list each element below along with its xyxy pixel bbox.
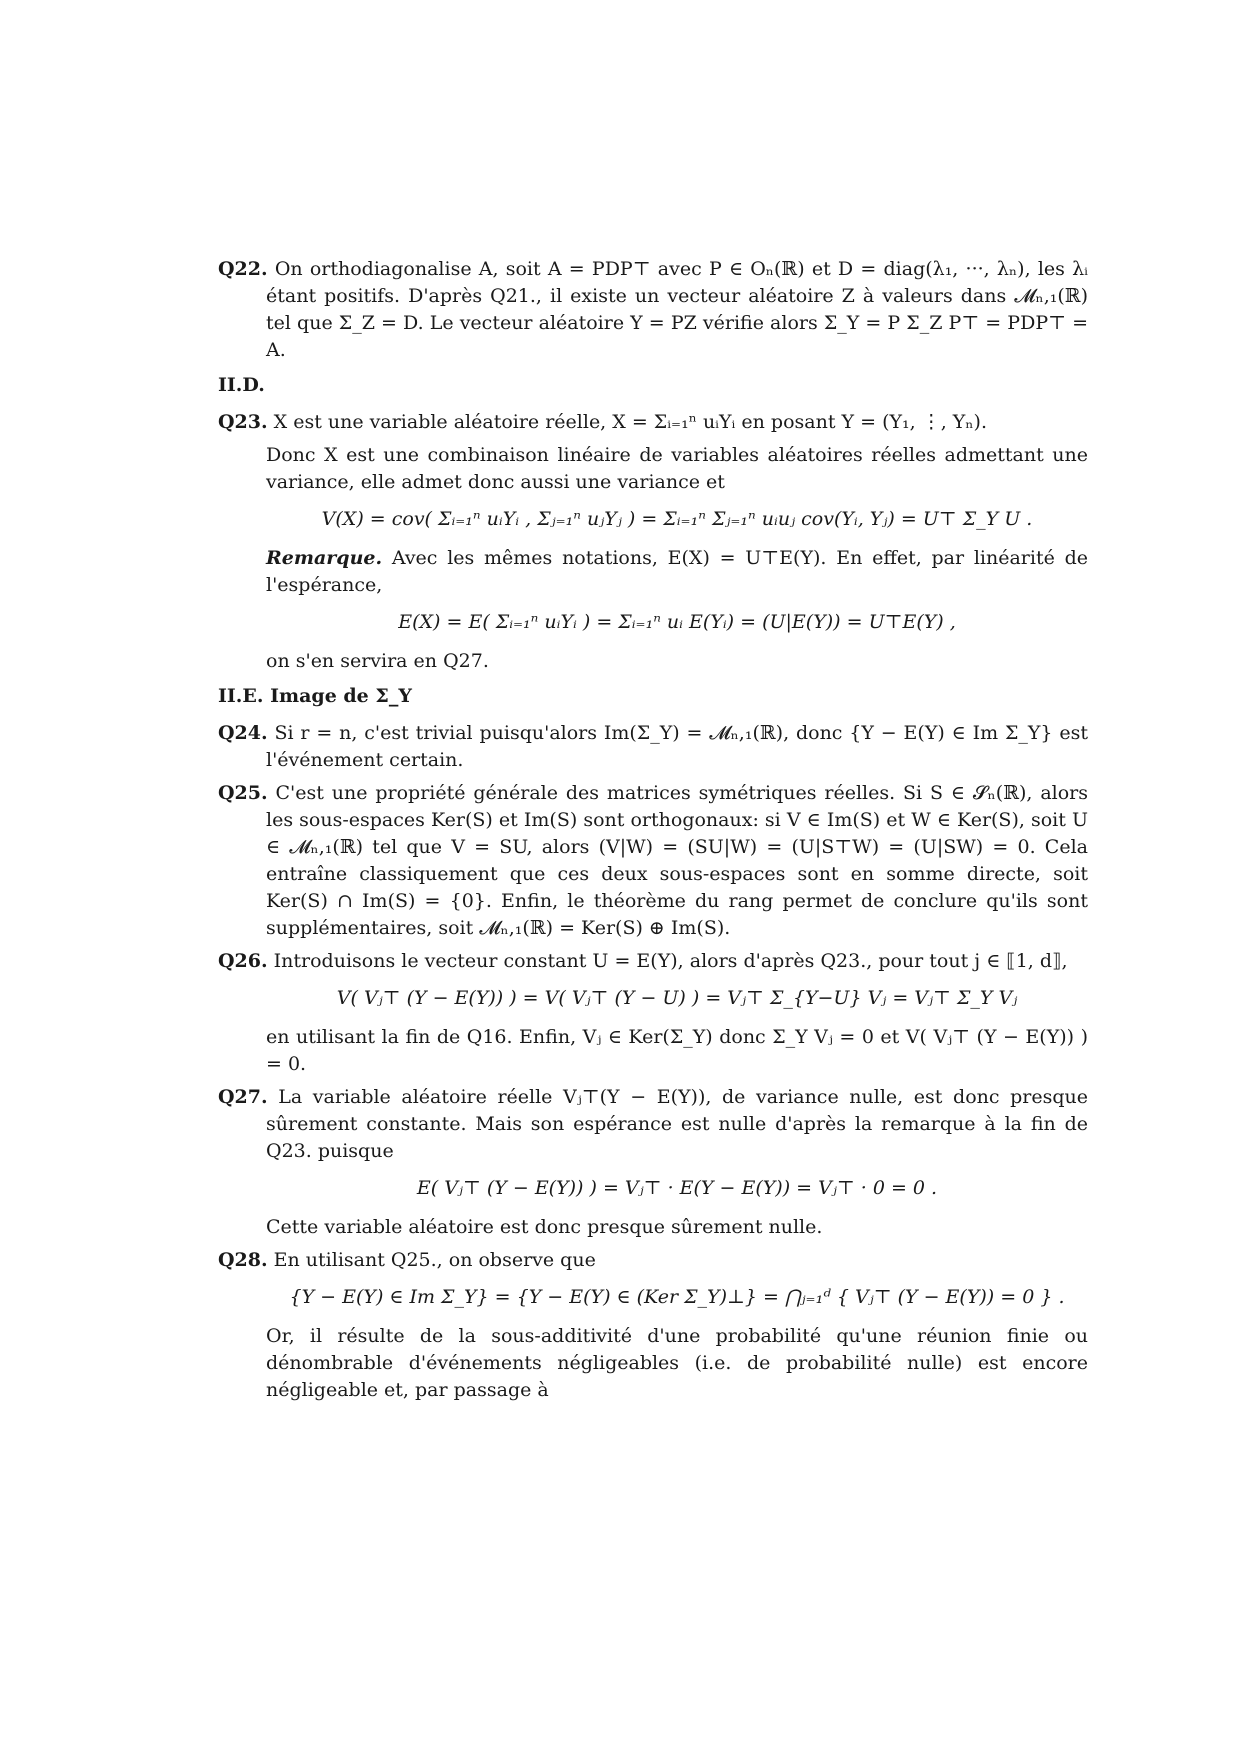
q26-label: Q26.: [218, 950, 268, 972]
q28-end: Or, il résulte de la sous-additivité d'une probabilité qu'une réunion finie ou dénombrable d'événements négligeables (i.e. de probabilité nulle) est encore négligeable et, par passage à: [266, 1325, 1088, 1401]
q23-text: X est une variable aléatoire réelle, X = Σᵢ₌₁ⁿ uᵢYᵢ en posant Y = (Y₁, ⋮, Yₙ).: [273, 411, 988, 433]
q25-text: C'est une propriété générale des matrices symétriques réelles. Si S ∈ 𝓢ₙ(ℝ), alors les sous-espaces Ker(S) et Im(S) sont orthogonaux: si V ∈ Im(S) et W ∈ Ker(S), soit U ∈ 𝓜ₙ,₁(ℝ) tel que V = SU, alors (V|W) = (SU|W) = (U|S⊤W) = (U|SW) = 0. Cela entraîne classiquement que ces deux sous-espaces sont en somme directe, soit Ker(S) ∩ Im(S) = {0}. Enfin, le théorème du rang permet de conclure qu'ils sont supplémentaires, soit 𝓜ₙ,₁(ℝ) = Ker(S) ⊕ Im(S).: [266, 782, 1088, 939]
q22-paragraph: [218, 256, 1088, 364]
q26-end: en utilisant la fin de Q16. Enfin, Vⱼ ∈ Ker(Σ_Y) donc Σ_Y Vⱼ = 0 et V( Vⱼ⊤ (Y − E(Y)) ) = 0.: [266, 1026, 1088, 1075]
q26-formula: V( Vⱼ⊤ (Y − E(Y)) ) = V( Vⱼ⊤ (Y − U) ) = Vⱼ⊤ Σ_{Y−U} Vⱼ = Vⱼ⊤ Σ_Y Vⱼ: [336, 987, 1018, 1009]
q23-remark-end: on s'en servira en Q27.: [266, 650, 489, 672]
q27-label: Q27.: [218, 1086, 268, 1108]
q28-label: Q28.: [218, 1249, 268, 1271]
q26-paragraph: [218, 948, 1088, 975]
q28-paragraph: [218, 1247, 1088, 1274]
q22-text: On orthodiagonalise A, soit A = PDP⊤ avec P ∈ Oₙ(ℝ) et D = diag(λ₁, ···, λₙ), les λᵢ étant positifs. D'après Q21., il existe un vecteur aléatoire Z à valeurs dans 𝓜ₙ,₁(ℝ) tel que Σ_Z = D. Le vecteur aléatoire Y = PZ vérifie alors Σ_Y = P Σ_Z P⊤ = PDP⊤ = A.: [266, 258, 1088, 361]
q23-label: Q23.: [218, 411, 268, 433]
document-body: [218, 256, 1088, 1410]
remark-label: Remarque.: [266, 547, 383, 569]
q26-text: Introduisons le vecteur constant U = E(Y), alors d'après Q23., pour tout j ∈ ⟦1, d⟧,: [273, 950, 1068, 972]
section-iie-heading: II.E. Image de Σ_Y: [218, 685, 412, 707]
q24-text: Si r = n, c'est trivial puisqu'alors Im(Σ_Y) = 𝓜ₙ,₁(ℝ), donc {Y − E(Y) ∈ Im Σ_Y} est l'événement certain.: [266, 722, 1088, 771]
q27-paragraph: [218, 1084, 1088, 1165]
q23-remark: [218, 545, 1088, 599]
section-iid-heading: II.D.: [218, 374, 265, 396]
q24-paragraph: [218, 720, 1088, 774]
q25-paragraph: [218, 780, 1088, 942]
q25-label: Q25.: [218, 782, 268, 804]
q28-formula: {Y − E(Y) ∈ Im Σ_Y} = {Y − E(Y) ∈ (Ker Σ_Y)⊥} = ⋂ⱼ₌₁ᵈ { Vⱼ⊤ (Y − E(Y)) = 0 } .: [289, 1286, 1065, 1308]
q24-label: Q24.: [218, 722, 268, 744]
q23-remark-formula: E(X) = E( Σᵢ₌₁ⁿ uᵢYᵢ ) = Σᵢ₌₁ⁿ uᵢ E(Yᵢ) = (U|E(Y)) = U⊤E(Y) ,: [398, 611, 956, 633]
q23-formula: V(X) = cov( Σᵢ₌₁ⁿ uᵢYᵢ , Σⱼ₌₁ⁿ uⱼYⱼ ) = Σᵢ₌₁ⁿ Σⱼ₌₁ⁿ uᵢuⱼ cov(Yᵢ, Yⱼ) = U⊤ Σ_Y U .: [321, 508, 1033, 530]
q23-paragraph: [218, 409, 1088, 436]
remark-text: Avec les mêmes notations, E(X) = U⊤E(Y). En effet, par linéarité de l'espérance,: [266, 547, 1088, 596]
q27-formula: E( Vⱼ⊤ (Y − E(Y)) ) = Vⱼ⊤ · E(Y − E(Y)) = Vⱼ⊤ · 0 = 0 .: [416, 1177, 938, 1199]
q28-text: En utilisant Q25., on observe que: [273, 1249, 596, 1271]
q23-para: Donc X est une combinaison linéaire de variables aléatoires réelles admettant une variance, elle admet donc aussi une variance et: [266, 444, 1088, 493]
q22-label: Q22.: [218, 258, 268, 280]
q27-end: Cette variable aléatoire est donc presque sûrement nulle.: [266, 1216, 823, 1238]
q27-text: La variable aléatoire réelle Vⱼ⊤(Y − E(Y)), de variance nulle, est donc presque sûrement constante. Mais son espérance est nulle d'après la remarque à la fin de Q23. puisque: [266, 1086, 1088, 1162]
